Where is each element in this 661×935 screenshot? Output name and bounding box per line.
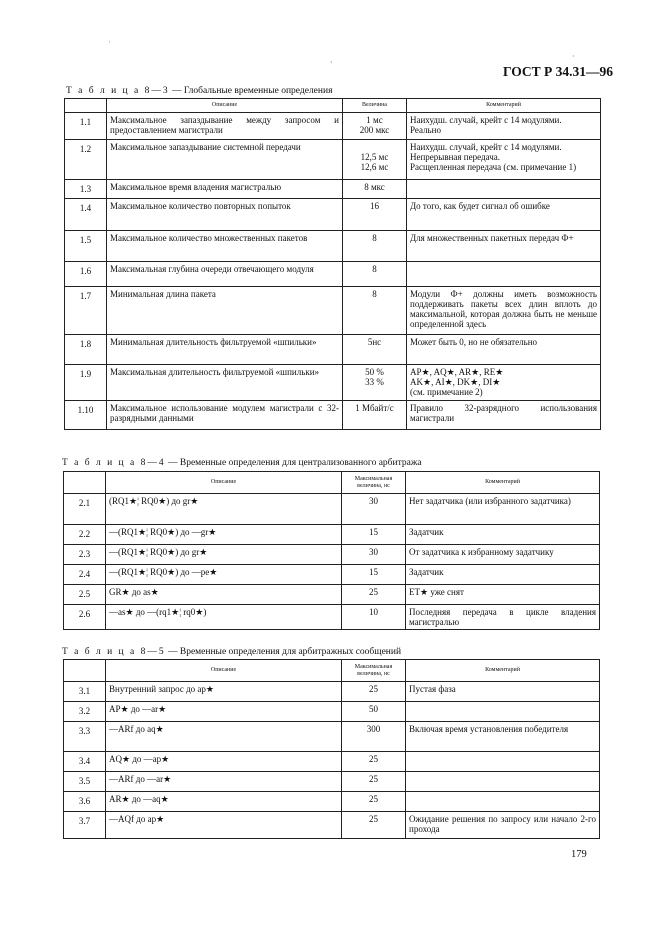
table1-cell-comment: До того, как будет сигнал об ошибке [407,199,601,231]
table1-header-value: Величина [343,99,407,113]
table3-cell-value: 300 [342,722,406,752]
table1-cell-comment: Наихудш. случай, крейт с 14 модулями. Реально [407,113,601,140]
table1-cell-comment: Для множественных пакетных передач Ф+ [407,231,601,262]
table2-cell-num: 2.2 [64,525,106,545]
table1-row [65,365,601,401]
table2-cell-num: 2.4 [64,565,106,585]
table3-cell-num: 3.3 [64,722,106,752]
table3-cell-num: 3.7 [64,812,106,839]
table3-header-num [64,660,106,682]
table1-cell-desc: Минимальная длительность фильтруемой «шпильки» [107,335,343,365]
table1-cell-desc: Максимальное запаздывание системной передачи [107,140,343,180]
table3-cell-value: 25 [342,682,406,702]
table3-header-value: Максимальная величина, нс [342,660,406,682]
table3-cell-comment: Пустая фаза [406,682,600,702]
table1-cell-desc: Максимальное количество повторных попыток [107,199,343,231]
table2-cell-desc: —(RQ1★¦ RQ0★) до —gr★ [106,525,342,545]
page-number: 179 [571,849,587,860]
table1-row [65,401,601,430]
table1-cell-value: 1 мс 200 мкс [343,113,407,140]
table3-cell-num: 3.1 [64,682,106,702]
table2 [63,471,600,630]
table3-row [64,812,600,839]
table3-cell-num: 3.6 [64,792,106,812]
table2-row [64,585,600,605]
table1-cell-value: 8 [343,262,407,287]
document-standard-header: ГОСТ Р 34.31—96 [502,64,613,79]
table2-cell-comment: От задатчика к избранному задатчику [406,545,600,565]
table2-cell-comment: Последняя передача в цикле владения магистралью [406,605,600,630]
table3-cell-comment [406,792,600,812]
table1-cell-desc: Максимальное запаздывание между запросом и предоставлением магистрали [107,113,343,140]
table1-header-num [65,99,107,113]
table3 [63,659,600,839]
table1-row [65,140,601,180]
table3-cell-desc: AP★ до —ar★ [106,702,342,722]
table2-cell-comment: ET★ уже снят [406,585,600,605]
table1-cell-num: 1.5 [65,231,107,262]
table2-cell-desc: —as★ до —(rq1★¦ rq0★) [106,605,342,630]
table3-label: Т а б л и ц а 8—5 [62,647,166,657]
table2-cell-desc: —(RQ1★¦ RQ0★) до —pe★ [106,565,342,585]
table2-row [64,605,600,630]
table3-row [64,702,600,722]
table2-cell-num: 2.3 [64,545,106,565]
table3-cell-desc: Внутренний запрос до ар★ [106,682,342,702]
table1-row [65,287,601,335]
table2-cell-num: 2.6 [64,605,106,630]
table1-cell-desc: Максимальная длительность фильтруемой «шпильки» [107,365,343,401]
table3-cell-num: 3.2 [64,702,106,722]
scan-speck: · [330,58,333,67]
table3-cell-value: 25 [342,772,406,792]
table1-cell-num: 1.6 [65,262,107,287]
table1-cell-num: 1.2 [65,140,107,180]
table3-row [64,722,600,752]
table1-cell-num: 1.10 [65,401,107,430]
table1-cell-desc: Максимальное время владения магистралью [107,180,343,199]
table3-cell-desc: —AQf до ap★ [106,812,342,839]
table3-row [64,772,600,792]
table2-header-num [64,472,106,494]
table2-header-desc: Описание [106,472,342,494]
table1-row [65,231,601,262]
table2-cell-value: 15 [342,565,406,585]
table3-cell-comment: Ожидание решения по запросу или начало 2-го прохода [406,812,600,839]
table1-cell-num: 1.4 [65,199,107,231]
table3-row [64,752,600,772]
table1-row [65,199,601,231]
scan-speck: ˈ [108,40,111,49]
table1-header-desc: Описание [107,99,343,113]
table1-title: — Глобальные временные определения [171,86,333,96]
table1-header-comment: Комментарий [407,99,601,113]
table3-cell-value: 25 [342,792,406,812]
table1-cell-comment: Модули Ф+ должны иметь возможность поддерживать пакеты всех длин вплоть до максимальной, которая должна быть не меньше определенной здесь [407,287,601,335]
table3-cell-num: 3.5 [64,772,106,792]
table2-cell-value: 30 [342,545,406,565]
table3-caption [62,647,401,657]
table2-cell-value: 10 [342,605,406,630]
table2-header-value: Максимальная величина, нс [342,472,406,494]
table2-cell-comment: Задатчик [406,565,600,585]
table3-cell-comment [406,772,600,792]
table3-cell-desc: —ARf до —ar★ [106,772,342,792]
table2-title: — Временные определения для централизованного арбитража [167,458,422,468]
table3-cell-value: 25 [342,812,406,839]
table1-cell-comment: Наихудш. случай, крейт с 14 модулями. Непрерывная передача. Расщепленная передача (см. примечание 1) [407,140,601,180]
table2-row [64,565,600,585]
table1-cell-comment [407,180,601,199]
table1-row [65,262,601,287]
table2-row [64,525,600,545]
table1-cell-comment: Может быть 0, но не обязательно [407,335,601,365]
table2-cell-value: 25 [342,585,406,605]
table2-row [64,494,600,525]
table1-cell-value: 8 [343,287,407,335]
table3-cell-value: 25 [342,752,406,772]
table2-cell-num: 2.1 [64,494,106,525]
table3-header-comment: Комментарий [406,660,600,682]
table2-cell-desc: GR★ до as★ [106,585,342,605]
table3-header-desc: Описание [106,660,342,682]
table1-cell-desc: Максимальное количество множественных пакетов [107,231,343,262]
table1-label: Т а б л и ц а 8—3 [66,86,170,96]
table2-cell-desc: —(RQ1★¦ RQ0★) до gr★ [106,545,342,565]
table2-row [64,545,600,565]
table1-cell-desc: Максимальное использование модулем магистрали с 32-разрядными данными [107,401,343,430]
table3-cell-comment [406,752,600,772]
table1-cell-desc: Минимальная длина пакета [107,287,343,335]
table1-cell-value: 8 [343,231,407,262]
table1-cell-value: 12,5 мс 12,6 мс [343,140,407,180]
table1-cell-value: 16 [343,199,407,231]
table1-row [65,113,601,140]
table3-cell-desc: AR★ до —aq★ [106,792,342,812]
table2-cell-value: 15 [342,525,406,545]
scan-speck: · [572,52,575,61]
table1-cell-comment: Правило 32-разрядного использования магистрали [407,401,601,430]
table3-cell-desc: —ARf до aq★ [106,722,342,752]
table1-cell-value: 1 Мбайт/с [343,401,407,430]
table3-cell-comment [406,702,600,722]
table2-label: Т а б л и ц а 8—4 [62,458,166,468]
table2-cell-comment: Задатчик [406,525,600,545]
table3-cell-comment: Включая время установления победителя [406,722,600,752]
table1-cell-num: 1.8 [65,335,107,365]
table2-cell-value: 30 [342,494,406,525]
table1-cell-value: 50 % 33 % [343,365,407,401]
table1-row [65,180,601,199]
table1-caption [66,86,332,96]
table1-cell-num: 1.1 [65,113,107,140]
table1-cell-num: 1.3 [65,180,107,199]
table2-cell-comment: Нет задатчика (или избранного задатчика) [406,494,600,525]
table1-cell-value: 8 мкс [343,180,407,199]
table1-cell-num: 1.9 [65,365,107,401]
table1-cell-comment [407,262,601,287]
table3-row [64,682,600,702]
table2-cell-desc: (RQ1★¦ RQ0★) до gr★ [106,494,342,525]
table1 [64,98,601,430]
table3-cell-num: 3.4 [64,752,106,772]
table1-row [65,335,601,365]
table3-row [64,792,600,812]
table1-cell-num: 1.7 [65,287,107,335]
table3-cell-desc: AQ★ до —ap★ [106,752,342,772]
table3-title: — Временные определения для арбитражных сообщений [167,647,402,657]
table1-cell-desc: Максимальная глубина очереди отвечающего модуля [107,262,343,287]
table1-cell-value: 5нс [343,335,407,365]
table2-caption [62,458,422,468]
table3-cell-value: 50 [342,702,406,722]
table1-cell-comment: AP★, AQ★, AR★, RE★ AK★, AI★, DK★, DI★ (см. примечание 2) [407,365,601,401]
table2-header-comment: Комментарий [406,472,600,494]
table2-cell-num: 2.5 [64,585,106,605]
